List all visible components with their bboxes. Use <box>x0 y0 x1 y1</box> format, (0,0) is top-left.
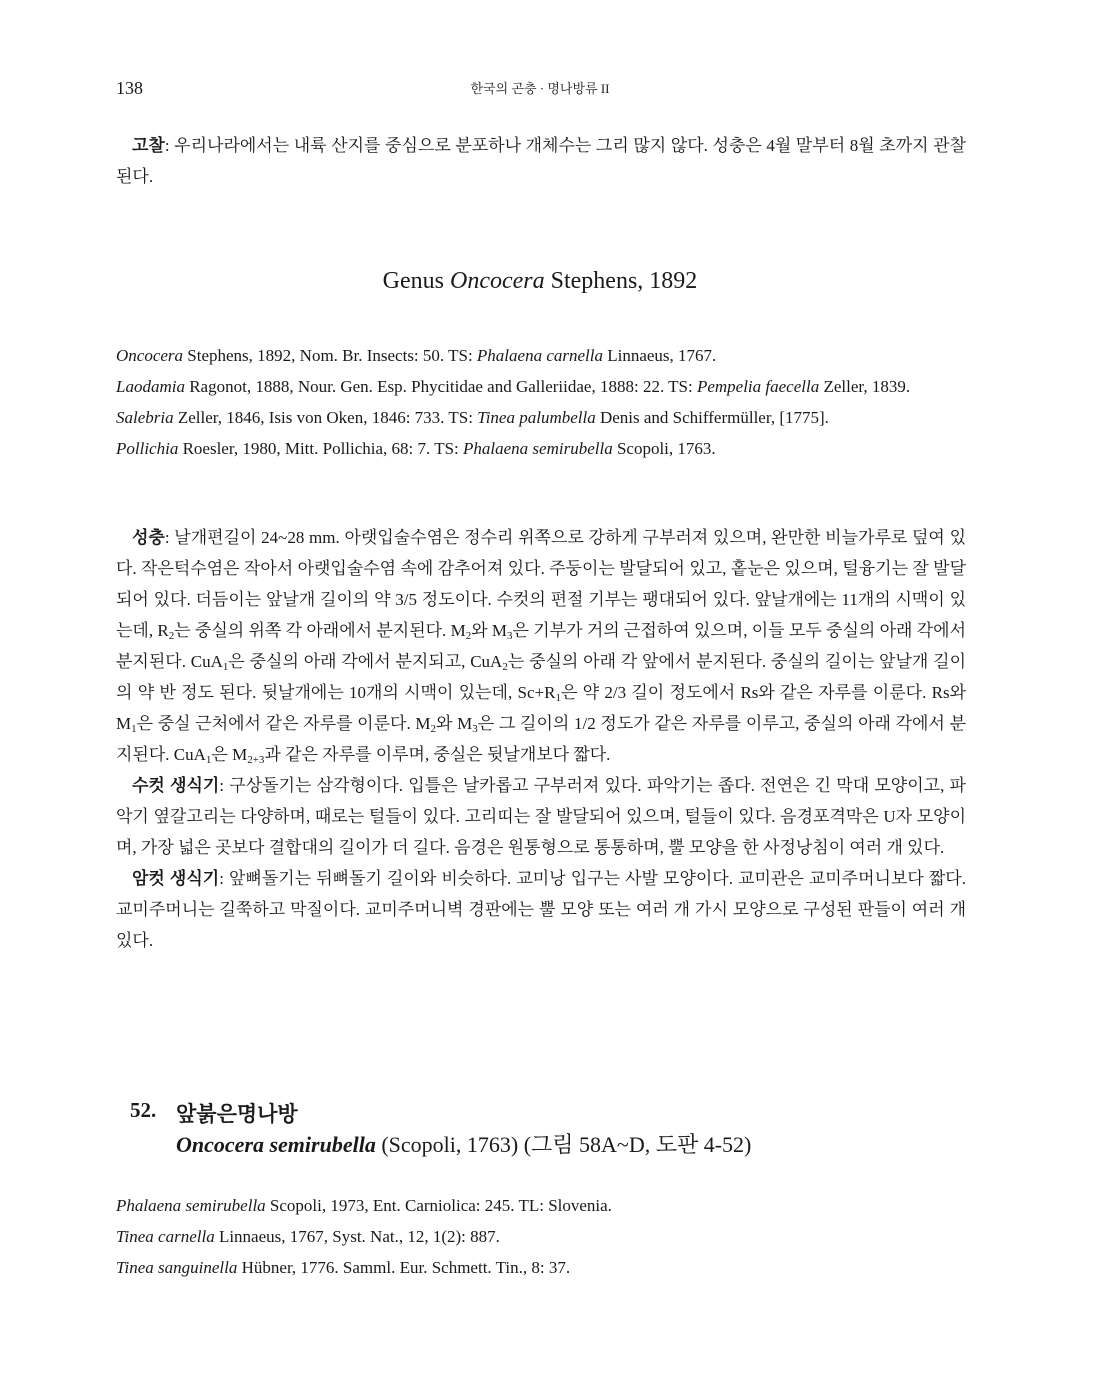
male-genitalia-label: 수컷 생식기 <box>132 776 220 795</box>
female-genitalia-paragraph: 암컷 생식기: 앞뼈돌기는 뒤뼈돌기 길이와 비슷하다. 교미낭 입구는 사발 모양이다. 교미관은 교미주머니보다 짧다. 교미주머니는 길쭉하고 막질이다. 교미주머니벽 경판에는 뿔 모양 또는 여러 개 가시 모양으로 구성된 판들이 여러 개 있다. <box>116 869 966 950</box>
female-genitalia-label: 암컷 생식기 <box>132 869 220 888</box>
genus-name: Oncocera <box>450 268 545 294</box>
genus-synonym-list <box>116 340 966 464</box>
synonym-entry: Salebria Zeller, 1846, Isis von Oken, 1846: 733. TS: Tinea palumbella Denis and Schiffermüller, [1775]. <box>116 408 829 427</box>
adult-paragraph: 성충: 날개편길이 24~28 mm. 아랫입술수염은 정수리 위쪽으로 강하게 구부러져 있으며, 완만한 비늘가루로 덮여 있다. 작은턱수염은 작아서 아랫입술수염 속에 감추어져 있다. 주둥이는 발달되어 있고, 홑눈은 있으며, 털융기는 잘 발달되어 있다. 더듬이는 앞날개 길이의 약 3/5 정도이다. 수컷의 편절 기부는 팽대되어 있다. 앞날개에는 11개의 시맥이 있는데, $R_2$는 중실의 위쪽 각 아래에서 분지된다. $M_2$와 $M_3$은 기부가 거의 근접하여 있으며, 이들 모두 중실의 아래 각에서 분지된다. CuA$_1$은 중실의 아래 각에서 분지되고, CuA$_2$는 중실의 아래 각 앞에서 분지된다. 중실의 길이는 앞날개 길이의 약 반 정도 된다. 뒷날개에는 10개의 시맥이 있는데, $Sc+R_1$은 약 2/3 길이 정도에서 Rs와 같은 자루를 이룬다. Rs와 $M_1$은 중실 근처에서 같은 자루를 이룬다. $M_2$와 $M_3$은 그 길이의 1/2 정도가 같은 자루를 이루고, 중실의 아래 각에서 분지된다. CuA$_1$은 $M_{2+3}$과 같은 자루를 이루며, 중실은 뒷날개보다 짧다. <box>116 528 966 766</box>
remark-text: : 우리나라에서는 내륙 산지를 중심으로 분포하나 개체수는 그리 많지 않다. 성충은 4월 말부터 8월 초까지 관찰된다. <box>116 136 966 186</box>
species-synonym-entry: Tinea carnella Linnaeus, 1767, Syst. Nat., 12, 1(2): 887. <box>116 1227 500 1246</box>
description-block <box>116 522 966 956</box>
synonym-entry: Laodamia Ragonot, 1888, Nour. Gen. Esp. Phycitidae and Galleriidae, 1888: 22. TS: Pempelia faecella Zeller, 1839. <box>116 377 911 396</box>
genus-heading: Genus Oncocera Stephens, 1892 <box>382 268 698 294</box>
male-genitalia-paragraph: 수컷 생식기: 구상돌기는 삼각형이다. 입틀은 날카롭고 구부러져 있다. 파악기는 좁다. 전연은 긴 막대 모양이고, 파악기 옆갈고리는 다양하며, 때로는 털들이 있다. 고리띠는 잘 발달되어 있으며, 털들이 있다. 음경포격막은 U자 모양이며, 가장 넓은 곳보다 결합대의 길이가 더 길다. 음경은 원통형으로 통통하며, 뿔 모양을 한 사정낭침이 여러 개 있다. <box>116 776 966 857</box>
species-synonym-list <box>116 1190 966 1283</box>
species-synonym-entry: Phalaena semirubella Scopoli, 1973, Ent. Carniolica: 245. TL: Slovenia. <box>116 1196 612 1215</box>
species-number: 52. <box>130 1098 157 1122</box>
species-scientific-name: Oncocera semirubella <box>176 1132 376 1157</box>
synonym-entry: Oncocera Stephens, 1892, Nom. Br. Insects: 50. TS: Phalaena carnella Linnaeus, 1767. <box>116 346 717 365</box>
adult-label: 성충 <box>132 528 165 547</box>
species-synonym-entry: Tinea sanguinella Hübner, 1776. Samml. Eur. Schmett. Tin., 8: 37. <box>116 1258 571 1277</box>
running-title: 한국의 곤충 · 명나방류 II <box>470 81 610 96</box>
remark-paragraph <box>116 130 966 192</box>
remark-label: 고찰 <box>132 136 165 155</box>
figure-reference: (그림 58A~D, 도판 4-52) <box>518 1132 752 1157</box>
species-korean-name: 앞붉은명나방 <box>176 1102 298 1126</box>
synonym-entry: Pollichia Roesler, 1980, Mitt. Pollichia, 68: 7. TS: Phalaena semirubella Scopoli, 1763. <box>116 439 716 458</box>
species-scientific-line: Oncocera semirubella (Scopoli, 1763) (그림 58A~D, 도판 4-52) <box>176 1132 752 1157</box>
page-number: 138 <box>116 78 143 98</box>
